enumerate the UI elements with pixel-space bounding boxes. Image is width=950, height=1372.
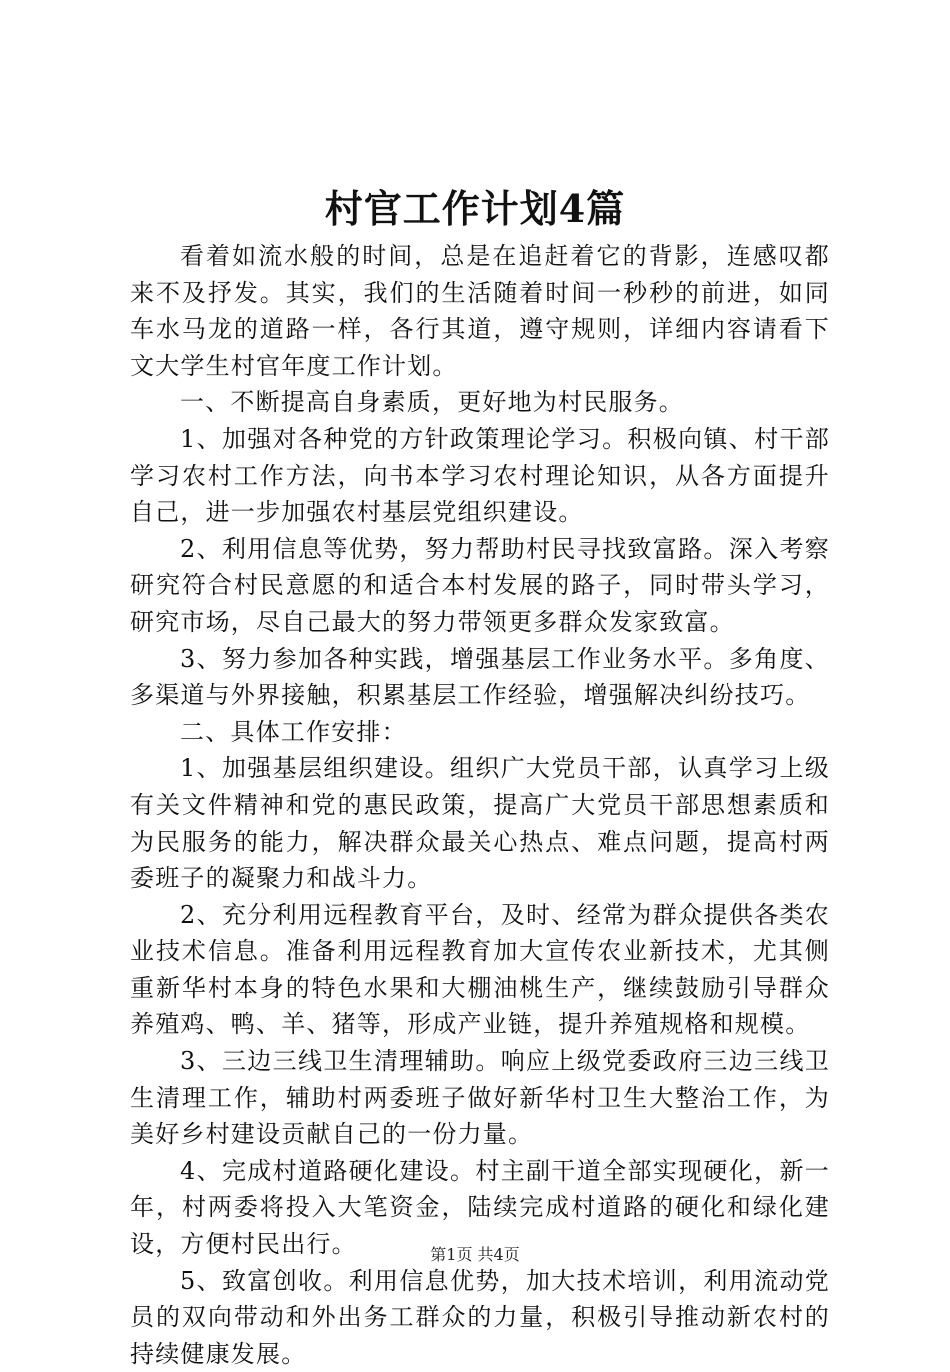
paragraph: 1、加强基层组织建设。组织广大党员干部，认真学习上级有关文件精神和党的惠民政策，提高广大党员干部思想素质和为民服务的能力，解决群众最关心热点、难点问题，提高村两委班子的凝聚力和战斗力。 (130, 754, 830, 893)
paragraph: 3、三边三线卫生清理辅助。响应上级党委政府三边三线卫生清理工作，辅助村两委班子做好新华村卫生大整治工作，为美好乡村建设贡献自己的一份力量。 (130, 1047, 830, 1149)
paragraph: 2、充分利用远程教育平台，及时、经常为群众提供各类农业技术信息。准备利用远程教育加大宣传农业新技术，尤其侧重新华村本身的特色水果和大棚油桃生产，继续鼓励引导群众养殖鸡、鸭、羊、猪等，形成产业链，提升养殖规格和规模。 (130, 900, 830, 1039)
intro-paragraph: 看着如流水般的时间，总是在追赶着它的背影，连感叹都来不及抒发。其实，我们的生活随着时间一秒秒的前进，如同车水马龙的道路一样，各行其道，遵守规则，详细内容请看下文大学生村官年度工作计划。 (130, 242, 830, 380)
document-body (130, 238, 830, 1372)
paragraph: 3、努力参加各种实践，增强基层工作业务水平。多角度、多渠道与外界接触，积累基层工作经验，增强解决纠纷技巧。 (130, 644, 830, 710)
page-number-footer: 第1页 共4页 (430, 1245, 520, 1264)
paragraph: 1、加强对各种党的方针政策理论学习。积极向镇、村干部学习农村工作方法，向书本学习农村理论知识，从各方面提升自己，进一步加强农村基层党组织建设。 (130, 424, 830, 527)
paragraph: 2、利用信息等优势，努力帮助村民寻找致富路。深入考察研究符合村民意愿的和适合本村发展的路子，同时带头学习，研究市场，尽自己最大的努力带领更多群众发家致富。 (130, 534, 830, 636)
paragraph: 5、致富创收。利用信息优势，加大技术培训，利用流动党员的双向带动和外出务工群众的力量，积极引导推动新农村的持续健康发展。 (130, 1266, 830, 1368)
document-title: 村官工作计划4篇 (324, 186, 626, 231)
paragraph: 4、完成村道路硬化建设。村主副干道全部实现硬化，新一年，村两委将投入大笔资金，陆续完成村道路的硬化和绿化建设，方便村民出行。 (130, 1156, 830, 1259)
section-heading-2: 二、具体工作安排： (180, 717, 407, 746)
section-heading-1: 一、不断提高自身素质，更好地为村民服务。 (180, 388, 684, 417)
